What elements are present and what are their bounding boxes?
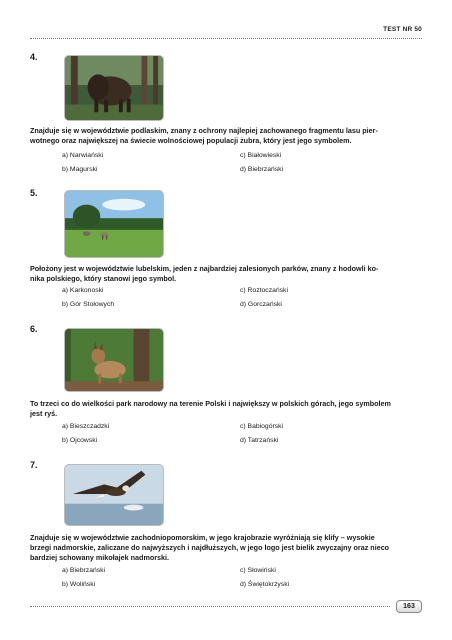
question-5 [30,188,422,318]
lynx-photo [64,328,164,392]
answer-option-a[interactable]: a) Bieszczadzki [62,423,110,430]
question-text-line: To trzeci co do wielkości park narodowy na terenie Polski i największy w polskich górach, jego symbolem [30,399,391,408]
question-text-line: Znajduje się w województwie podlaskim, znany z ochrony najlepiej zachowanego fragmentu lasu pier- [30,126,378,135]
answer-option-c[interactable]: c) Roztoczański [240,287,288,294]
answer-option-d[interactable]: d) Świętokrzyski [240,581,290,588]
question-number: 6. [30,324,38,334]
answer-option-b[interactable]: b) Ojcowski [62,437,98,444]
question-text-line: brzegi nadmorskie, zaliczane do najwyższych i najdłuższych, w jego logo jest bielik zwyczajny oraz nieco [30,543,390,552]
answer-option-a[interactable]: a) Biebrzański [62,567,106,574]
question-text-line: bardziej schowany mikołajek nadmorski. [30,553,170,562]
question-text-line: Znajduje się w województwie zachodniopomorskim, w jego krajobrazie wyróżniają się klify – wysokie [30,533,375,542]
answer-option-a[interactable]: a) Narwiański [62,152,104,159]
question-text-line: wotnego oraz największej na świecie wolnościowej populacji żubra, który jest jego symbolem. [30,136,352,145]
bison-photo [64,55,164,121]
page-header [30,26,422,42]
question-7 [30,460,422,592]
answer-option-d[interactable]: d) Biebrzański [240,166,284,173]
question-text-line: Położony jest w województwie lubelskim, jeden z najbardziej zalesionych parków, znany z hodowli ko- [30,264,379,273]
answer-option-b[interactable]: b) Magurski [62,166,98,173]
header-divider [30,38,422,39]
answer-option-a[interactable]: a) Karkonoski [62,287,104,294]
test-title: TEST NR 50 [383,26,422,33]
question-number: 4. [30,52,38,62]
answer-option-d[interactable]: d) Tatrzański [240,437,279,444]
page-footer [30,600,422,616]
answer-option-c[interactable]: c) Słowiński [240,567,276,574]
page-number: 163 [396,600,422,613]
question-number: 5. [30,188,38,198]
eagle-photo [64,464,164,526]
answer-option-b[interactable]: b) Woliński [62,581,96,588]
answer-option-c[interactable]: c) Białowieski [240,152,282,159]
question-text-line: nika polskiego, który stanowi jego symbol. [30,274,177,283]
question-text-line: jest ryś. [30,409,58,418]
answer-option-d[interactable]: d) Gorczański [240,301,282,308]
horses-meadow-photo [64,190,164,258]
question-4 [30,52,422,182]
footer-divider [30,606,390,607]
answer-option-b[interactable]: b) Gór Stołowych [62,301,115,308]
answer-option-c[interactable]: c) Babiogórski [240,423,284,430]
question-number: 7. [30,460,38,470]
question-6 [30,324,422,454]
